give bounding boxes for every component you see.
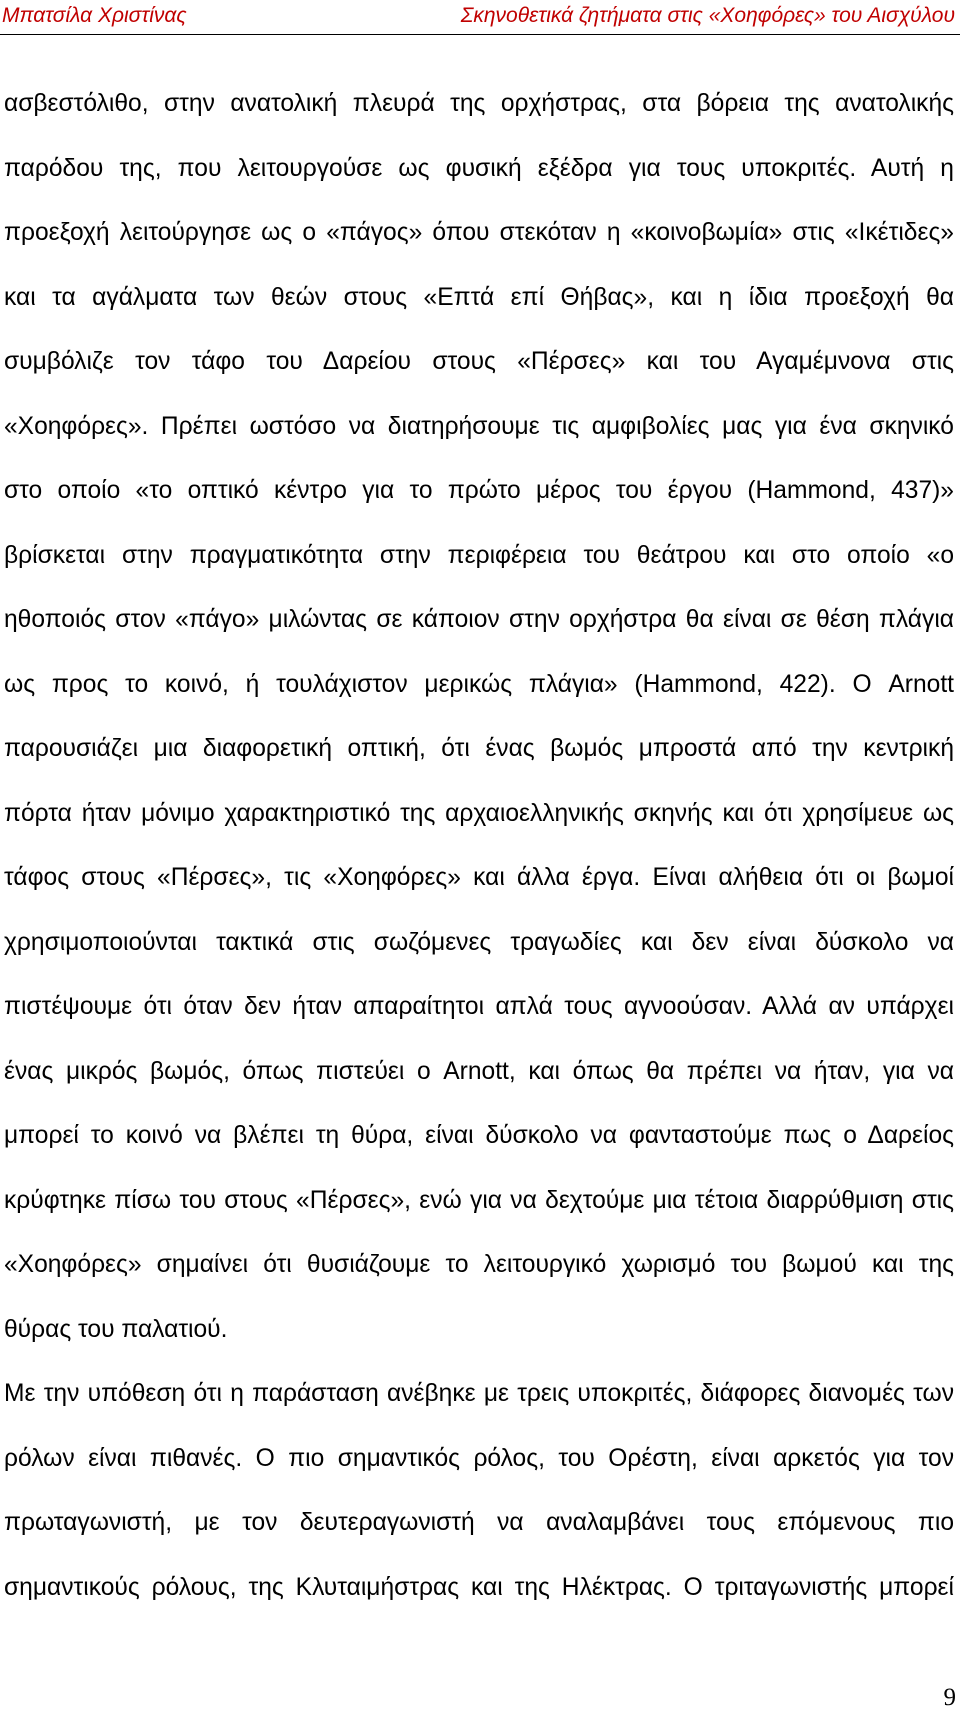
text-line: ως προς το κοινό, ή τουλάχιστον μερικώς πλάγια» (Hammond, 422). Ο Arnott [4,670,954,698]
text-line: στο οποίο «το οπτικό κέντρο για το πρώτο μέρος του έργου (Hammond, 437)» [4,477,954,504]
text-line: χρησιμοποιούνται τακτικά στις σωζόμενες τραγωδίες και δεν είναι δύσκολο να [4,928,954,956]
text-line: πόρτα ήταν μόνιμο χαρακτηριστικό της αρχαιοελληνικής σκηνής και ότι χρησίμευε ως [4,799,954,827]
text-line: θύρας του παλατιού. [4,1315,228,1343]
text-line: «Χοηφόρες». Πρέπει ωστόσο να διατηρήσουμε τις αμφιβολίες μας για ένα σκηνικό [4,412,954,440]
text-line: ρόλων είναι πιθανές. Ο πιο σημαντικός ρόλος, του Ορέστη, είναι αρκετός για τον [4,1444,954,1472]
paragraph-1 [4,86,954,1376]
text-line: ένας μικρός βωμός, όπως πιστεύει ο Arnott, και όπως θα πρέπει να ήταν, για να [4,1057,954,1085]
text-line: ασβεστόλιθο, στην ανατολική πλευρά της ορχήστρας, στα βόρεια της ανατολικής [4,90,954,117]
text-line: πρωταγωνιστή, με τον δευτεραγωνιστή να αναλαμβάνει τους επόμενους πιο [4,1509,954,1536]
text-line: πιστέψουμε ότι όταν δεν ήταν απαραίτητοι απλά τους αγνοούσαν. Αλλά αν υπάρχει [4,993,954,1020]
text-line: παρόδου της, που λειτουργούσε ως φυσική εξέδρα για τους υποκριτές. Αυτή η [4,154,954,182]
text-line: μπορεί το κοινό να βλέπει τη θύρα, είναι δύσκολο να φανταστούμε πως ο Δαρείος [4,1122,954,1149]
header-divider [0,34,960,35]
text-line: ηθοποιός στον «πάγο» μιλώντας σε κάποιον στην ορχήστρα θα είναι σε θέση πλάγια [4,606,954,633]
page-number: 9 [943,1684,956,1711]
text-line: Με την υπόθεση ότι η παράσταση ανέβηκε με τρεις υποκριτές, διάφορες διανομές των [4,1380,954,1407]
header-title: Σκηνοθετικά ζητήματα στις «Χοηφόρες» του Αισχύλου [460,4,955,27]
text-line: συμβόλιζε τον τάφο του Δαρείου στους «Πέρσες» και του Αγαμέμνονα στις [4,348,954,375]
page-header [0,4,960,44]
text-line: και τα αγάλματα των θεών στους «Επτά επί Θήβας», και η ίδια προεξοχή θα [4,283,954,311]
text-line: κρύφτηκε πίσω του στους «Πέρσες», ενώ για να δεχτούμε μια τέτοια διαρρύθμιση στις [4,1186,954,1214]
paragraph-2 [4,1376,954,1634]
body-text [4,86,954,1634]
text-line: προεξοχή λειτούργησε ως ο «πάγος» όπου στεκόταν η «κοινοβωμία» στις «Ικέτιδες» [4,219,954,246]
text-line: «Χοηφόρες» σημαίνει ότι θυσιάζουμε το λειτουργικό χωρισμό του βωμού και της [4,1251,954,1278]
text-line: παρουσιάζει μια διαφορετική οπτική, ότι ένας βωμός μπροστά από την κεντρική [4,735,954,762]
text-line: βρίσκεται στην πραγματικότητα στην περιφέρεια του θεάτρου και στο οποίο «ο [4,541,954,569]
text-line: σημαντικούς ρόλους, της Κλυταιμήστρας και της Ηλέκτρας. Ο τριταγωνιστής μπορεί [4,1573,954,1601]
header-author: Μπατσίλα Χριστίνας [2,4,187,27]
text-line: τάφος στους «Πέρσες», τις «Χοηφόρες» και άλλα έργα. Είναι αλήθεια ότι οι βωμοί [4,864,954,891]
